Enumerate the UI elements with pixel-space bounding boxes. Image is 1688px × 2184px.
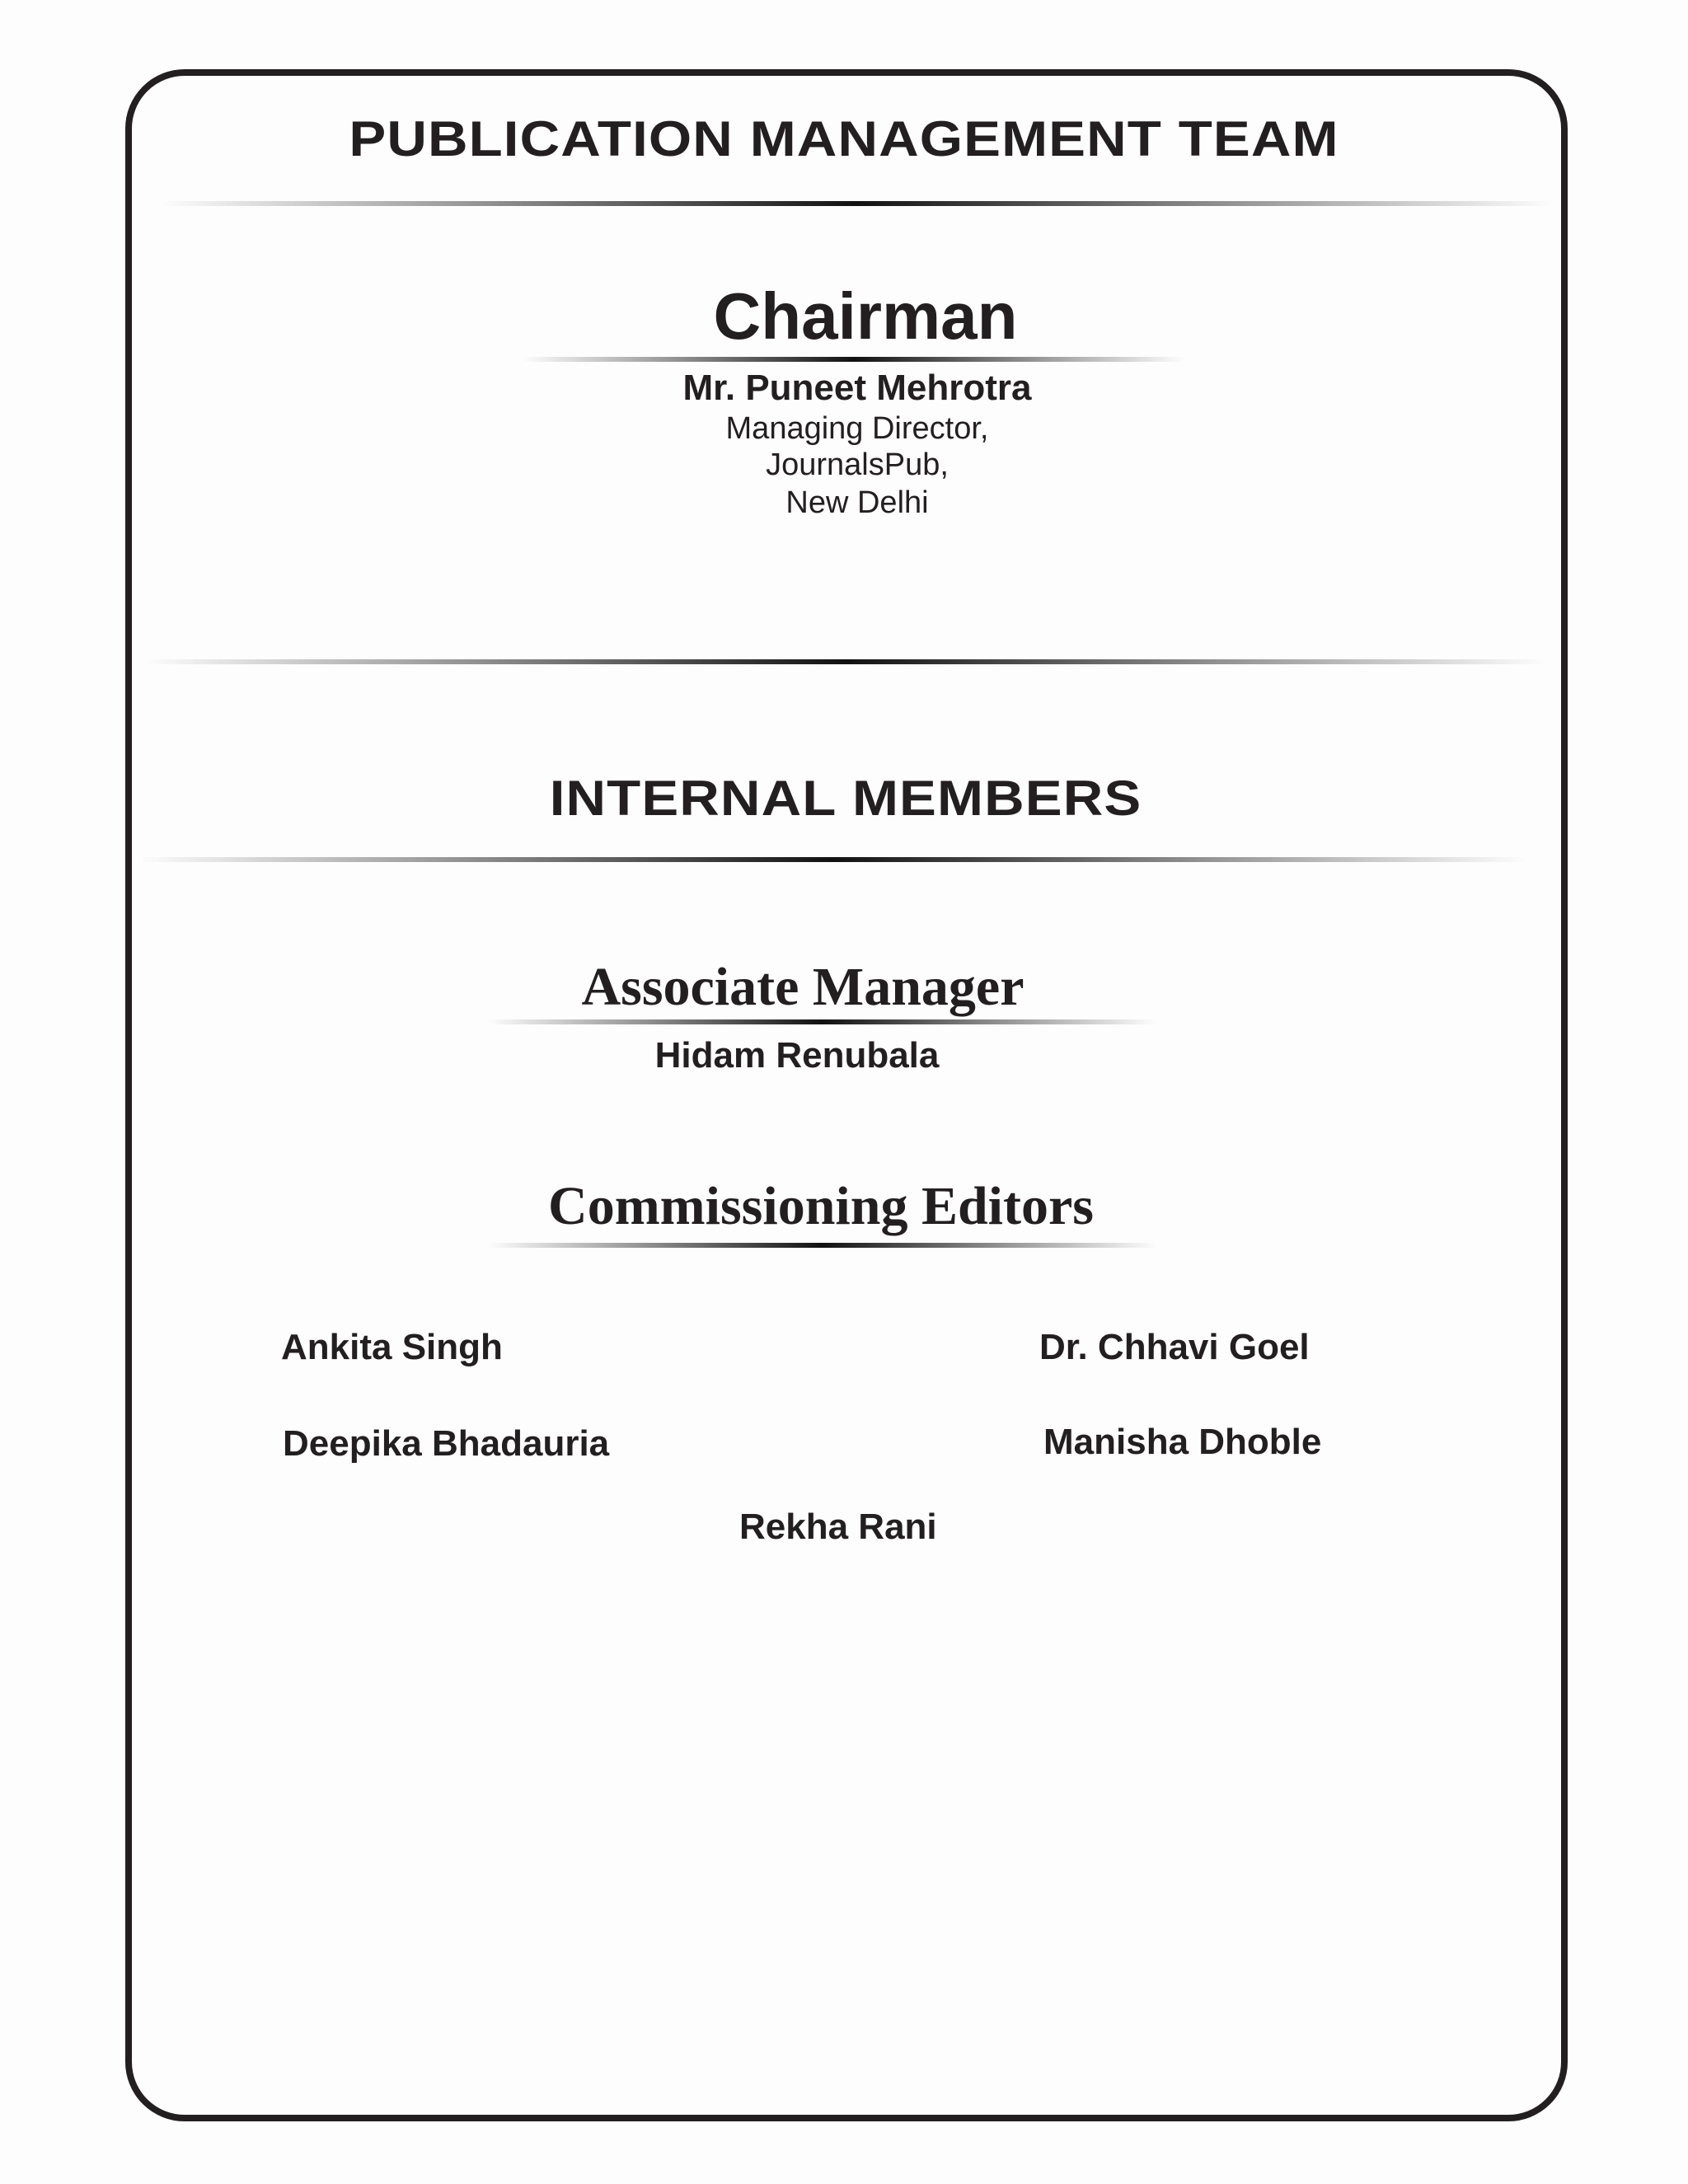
chairman-detail: New Delhi [785,485,929,520]
editor-name: Manisha Dhoble [1043,1422,1322,1462]
editor-name: Deepika Bhadauria [283,1423,610,1464]
chairman-name: Mr. Puneet Mehrotra [682,368,1032,408]
divider [146,659,1546,664]
divider [523,357,1184,362]
chairman-detail: JournalsPub, [766,448,949,482]
page-title: PUBLICATION MANAGEMENT TEAM [349,111,1339,166]
editor-name: Rekha Rani [739,1507,937,1547]
chairman-detail: Managing Director, [725,411,989,446]
divider [160,201,1553,206]
editor-name: Dr. Chhavi Goel [1039,1327,1310,1367]
divider [488,1243,1156,1248]
editor-name: Ankita Singh [281,1327,503,1367]
chairman-heading: Chairman [713,279,1018,353]
commissioning-editors-heading: Commissioning Editors [548,1176,1094,1236]
divider [488,1019,1156,1024]
internal-members-heading: INTERNAL MEMBERS [549,771,1142,826]
associate-manager-name: Hidam Renubala [654,1035,940,1076]
associate-manager-heading: Associate Manager [581,957,1025,1017]
divider [139,857,1526,862]
